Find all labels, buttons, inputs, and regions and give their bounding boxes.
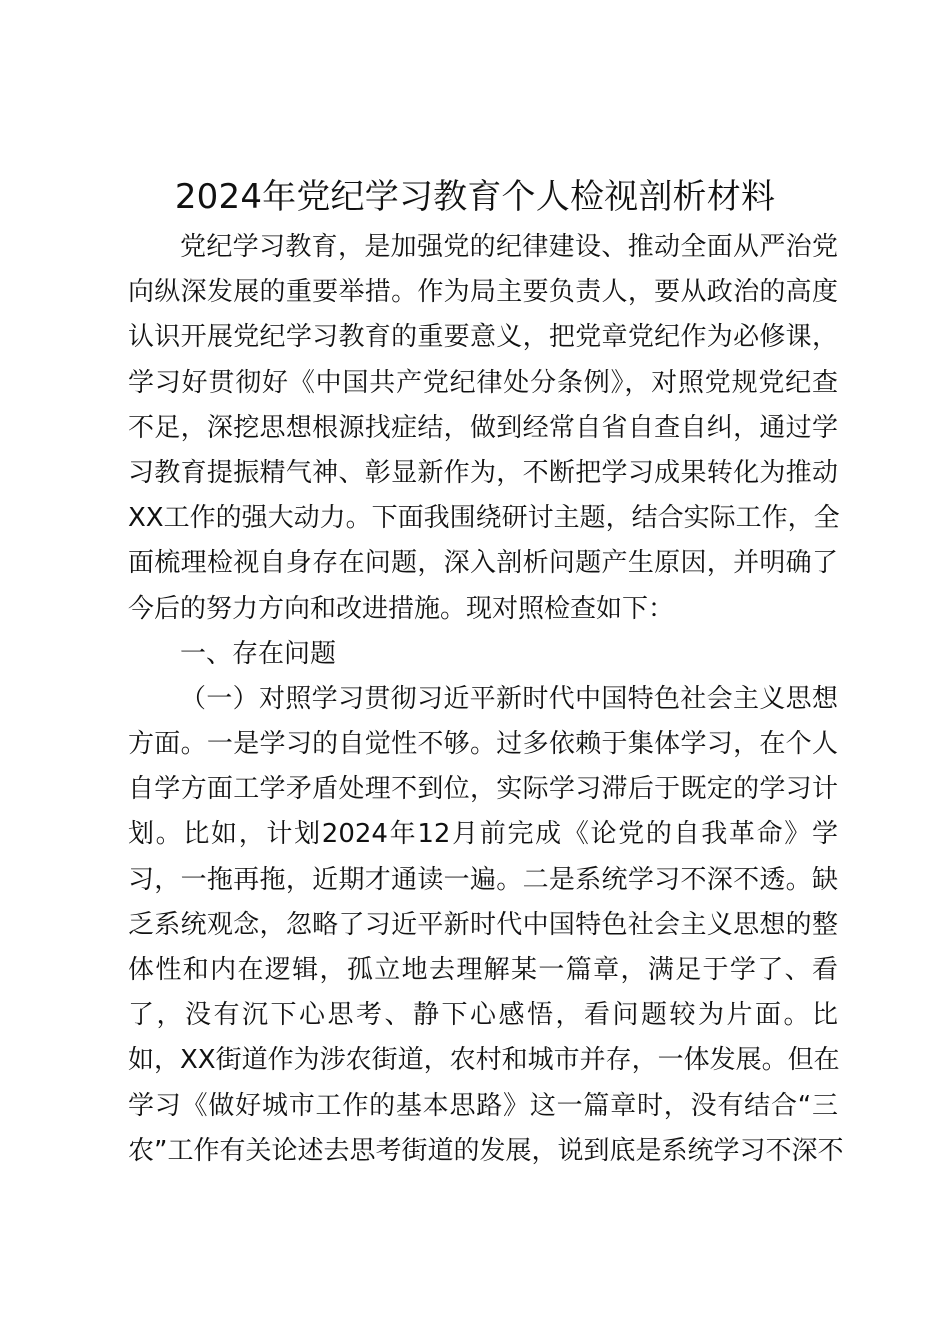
paragraph-line: 习，一拖再拖，近期才通读一遍。二是系统学习不深不透。缺 — [128, 864, 838, 895]
paragraph-line: XX工作的强大动力。下面我围绕研讨主题，结合实际工作，全 — [128, 503, 840, 534]
document-body — [128, 225, 844, 1174]
paragraph-line: 划。比如，计划2024年12月前完成《论党的自我革命》学 — [128, 819, 838, 850]
paragraph-line: 学习《做好城市工作的基本思路》这一篇章时，没有结合“三 — [128, 1090, 838, 1121]
paragraph-line: 不足，深挖思想根源找症结，做到经常自省自查自纠，通过学 — [128, 412, 838, 443]
paragraph-line: 面梳理检视自身存在问题，深入剖析问题产生原因，并明确了 — [128, 548, 838, 579]
paragraph-line: 习教育提振精气神、彰显新作为，不断把学习成果转化为推动 — [128, 457, 838, 488]
paragraph-line: 学习好贯彻好《中国共产党纪律处分条例》，对照党规党纪查 — [128, 367, 838, 398]
paragraph-line: （一）对照学习贯彻习近平新时代中国特色社会主义思想 — [180, 683, 838, 714]
paragraph-line: 方面。一是学习的自觉性不够。过多依赖于集体学习，在个人 — [128, 729, 838, 760]
paragraph-line: 今后的努力方向和改进措施。现对照检查如下： — [128, 593, 675, 624]
paragraph-line: 了，没有沉下心思考、静下心感悟，看问题较为片面。比 — [128, 1000, 838, 1031]
paragraph-line: 认识开展党纪学习教育的重要意义，把党章党纪作为必修课， — [128, 322, 838, 353]
paragraph-line: 自学方面工学矛盾处理不到位，实际学习滞后于既定的学习计 — [128, 774, 838, 805]
paragraph-line: 向纵深发展的重要举措。作为局主要负责人，要从政治的高度 — [128, 277, 838, 308]
paragraph-line: 如，XX街道作为涉农街道，农村和城市并存，一体发展。但在 — [128, 1045, 840, 1076]
section-heading: 一、存在问题 — [180, 638, 337, 669]
paragraph-line: 体性和内在逻辑，孤立地去理解某一篇章，满足于学了、看 — [128, 955, 838, 985]
paragraph-line: 党纪学习教育，是加强党的纪律建设、推动全面从严治党 — [180, 232, 838, 262]
paragraph-line: 乏系统观念，忽略了习近平新时代中国特色社会主义思想的整 — [128, 909, 838, 940]
paragraph-line: 农”工作有关论述去思考街道的发展，说到底是系统学习不深不 — [128, 1135, 844, 1166]
document-title: 2024年党纪学习教育个人检视剖析材料 — [174, 177, 776, 217]
